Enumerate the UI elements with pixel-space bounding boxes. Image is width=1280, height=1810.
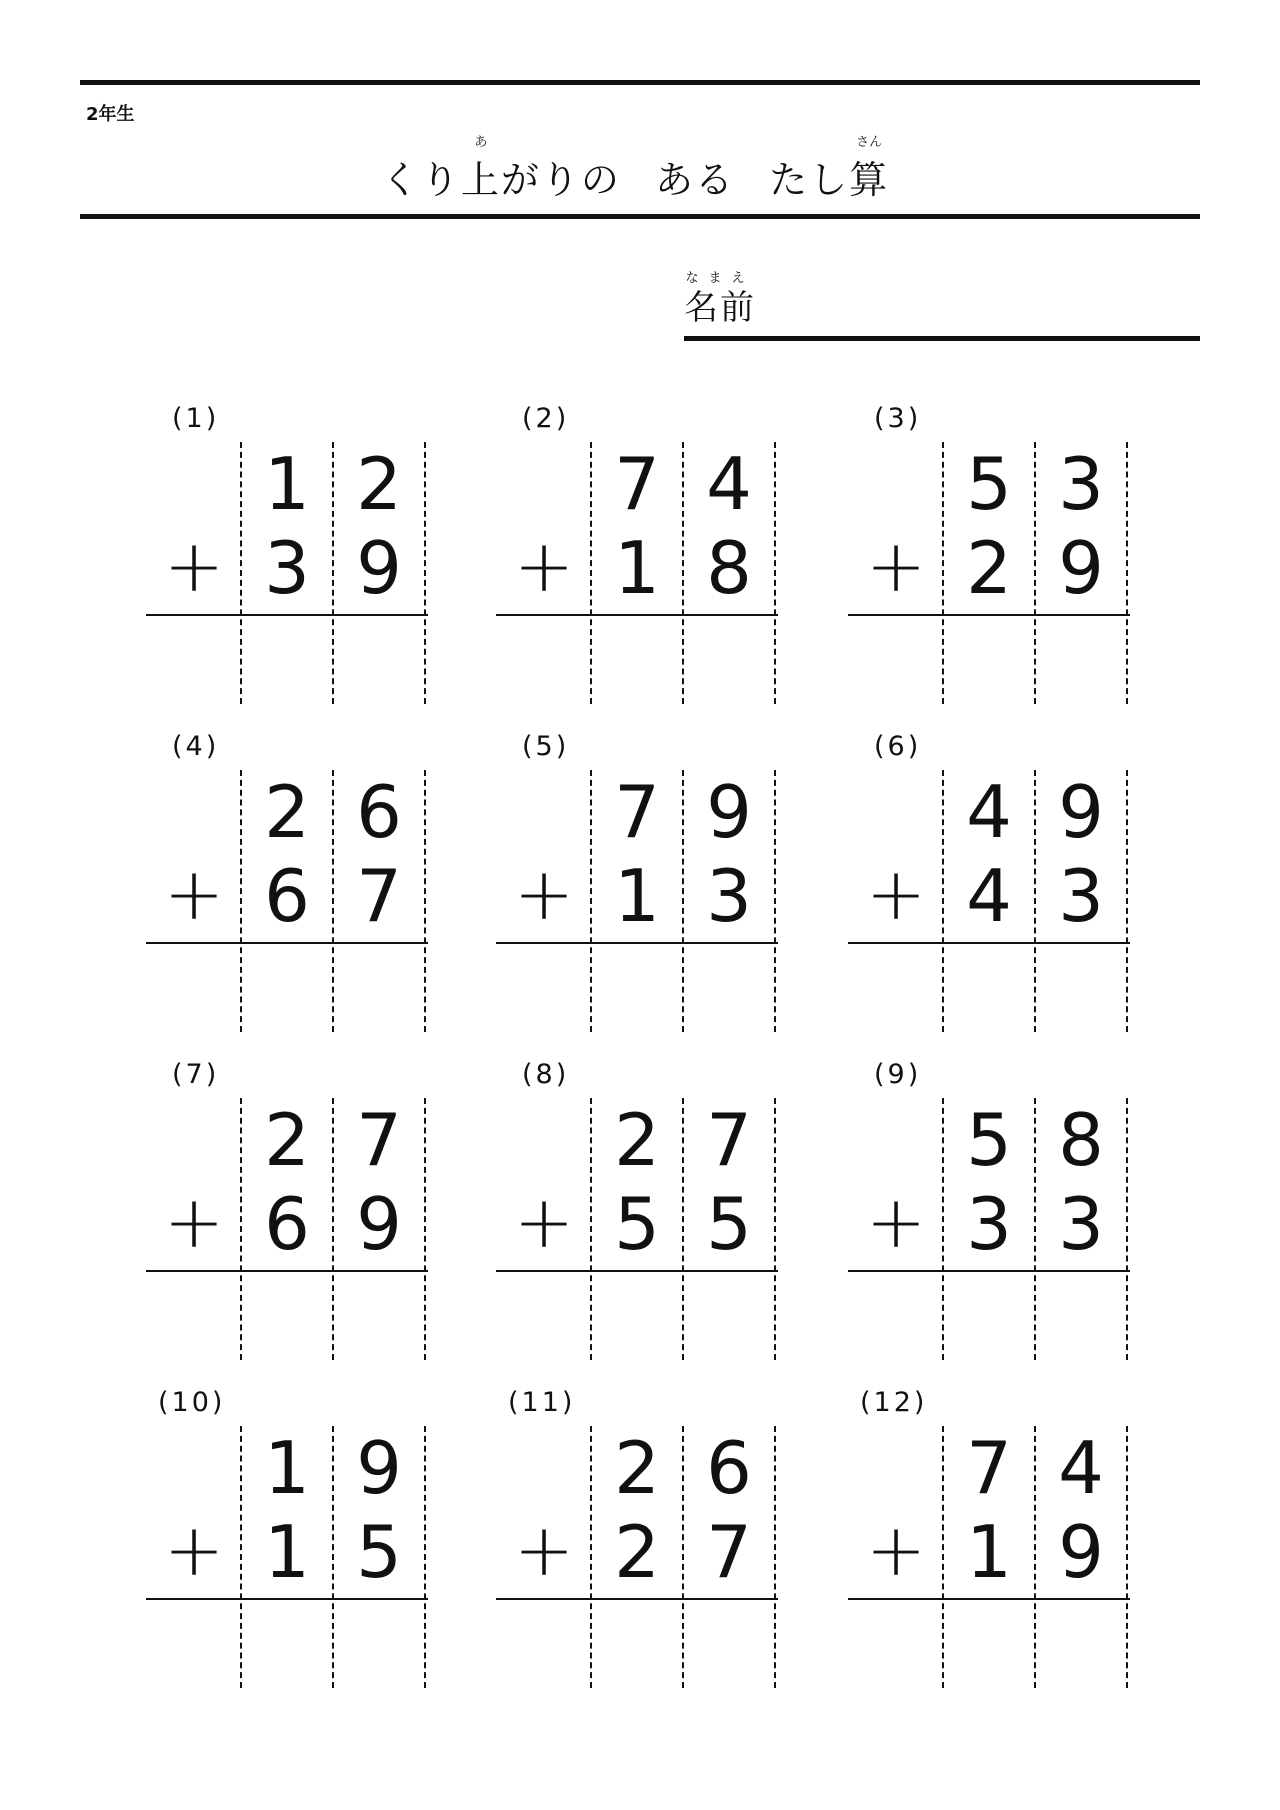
bottom-ones-digit: 5 [706,1182,752,1266]
plus-sign: + [163,1180,225,1264]
answer-ones-cell[interactable] [684,618,772,702]
answer-ones-cell[interactable] [1036,618,1124,702]
problem-2 [496,404,796,704]
title-ruby-char-1: あ 上 [460,135,501,202]
top-ones-digit: 2 [356,442,402,526]
answer-ones-cell[interactable] [334,1274,422,1358]
problem-10 [146,1388,446,1688]
title-word-3-pre: たし [769,158,850,202]
top-tens-digit: 1 [264,1426,310,1510]
answer-tens-cell[interactable] [242,1602,330,1686]
problem-number: (10) [158,1387,226,1418]
answer-tens-cell[interactable] [944,946,1032,1030]
problem-7 [146,1060,446,1360]
answer-line [848,1598,1130,1600]
top-tens-digit: 7 [614,770,660,854]
plus-sign: + [865,524,927,608]
answer-line [496,1270,778,1272]
plus-sign: + [513,852,575,936]
problem-number: (9) [874,1059,922,1090]
answer-ones-cell[interactable] [1036,1602,1124,1686]
answer-line [848,942,1130,944]
bottom-ones-digit: 9 [1058,1510,1104,1594]
bottom-tens-digit: 6 [264,1182,310,1266]
grade-label: 2年生 [86,104,135,125]
top-ones-digit: 6 [706,1426,752,1510]
top-tens-digit: 2 [614,1098,660,1182]
bottom-ones-digit: 9 [1058,526,1104,610]
answer-ones-cell[interactable] [1036,946,1124,1030]
bottom-tens-digit: 1 [614,526,660,610]
answer-line [146,614,428,616]
bottom-ones-digit: 3 [1058,1182,1104,1266]
top-ones-digit: 9 [706,770,752,854]
problem-6 [848,732,1148,1032]
title-rule [80,214,1200,219]
bottom-tens-digit: 1 [966,1510,1012,1594]
problem-8 [496,1060,796,1360]
answer-tens-cell[interactable] [242,946,330,1030]
bottom-ones-digit: 9 [356,526,402,610]
answer-ones-cell[interactable] [684,1602,772,1686]
worksheet-title [0,135,1280,210]
top-ones-digit: 8 [1058,1098,1104,1182]
answer-line [848,614,1130,616]
bottom-tens-digit: 1 [614,854,660,938]
bottom-tens-digit: 2 [614,1510,660,1594]
problem-number: (1) [172,403,220,434]
problem-number: (3) [874,403,922,434]
bottom-ones-digit: 8 [706,526,752,610]
top-ones-digit: 7 [356,1098,402,1182]
answer-ones-cell[interactable] [334,618,422,702]
answer-line [496,1598,778,1600]
top-tens-digit: 5 [966,442,1012,526]
problem-number: (8) [522,1059,570,1090]
answer-ones-cell[interactable] [334,946,422,1030]
answer-line [146,1598,428,1600]
bottom-ones-digit: 7 [706,1510,752,1594]
answer-tens-cell[interactable] [242,618,330,702]
problem-4 [146,732,446,1032]
top-ones-digit: 4 [1058,1426,1104,1510]
top-tens-digit: 1 [264,442,310,526]
plus-sign: + [163,1508,225,1592]
top-tens-digit: 4 [966,770,1012,854]
bottom-ones-digit: 3 [1058,854,1104,938]
problem-number: (5) [522,731,570,762]
answer-tens-cell[interactable] [592,618,680,702]
answer-line [146,942,428,944]
plus-sign: + [163,524,225,608]
bottom-ones-digit: 7 [356,854,402,938]
problem-number: (4) [172,731,220,762]
plus-sign: + [865,1508,927,1592]
top-tens-digit: 7 [614,442,660,526]
problem-3 [848,404,1148,704]
top-tens-digit: 2 [264,770,310,854]
plus-sign: + [513,1508,575,1592]
top-ones-digit: 6 [356,770,402,854]
title-ruby-3: さん [856,135,883,150]
bottom-ones-digit: 5 [356,1510,402,1594]
title-word-2: ある [655,158,736,202]
problem-number: (2) [522,403,570,434]
title-word-1-pre: くり [380,158,461,202]
top-tens-digit: 7 [966,1426,1012,1510]
plus-sign: + [513,1180,575,1264]
answer-ones-cell[interactable] [684,946,772,1030]
problem-number: (6) [874,731,922,762]
answer-line [848,1270,1130,1272]
top-tens-digit: 5 [966,1098,1012,1182]
plus-sign: + [865,852,927,936]
problem-9 [848,1060,1148,1360]
answer-tens-cell[interactable] [944,618,1032,702]
plus-sign: + [865,1180,927,1264]
bottom-tens-digit: 4 [966,854,1012,938]
answer-ones-cell[interactable] [684,1274,772,1358]
bottom-tens-digit: 2 [966,526,1012,610]
problem-12 [848,1388,1148,1688]
bottom-ones-digit: 3 [706,854,752,938]
top-tens-digit: 2 [614,1426,660,1510]
title-ruby-char-3: さん 算 [849,135,890,202]
problem-number: (12) [860,1387,928,1418]
top-ones-digit: 9 [1058,770,1104,854]
answer-tens-cell[interactable] [944,1602,1032,1686]
bottom-tens-digit: 3 [966,1182,1012,1266]
answer-ones-cell[interactable] [1036,1274,1124,1358]
top-tens-digit: 2 [264,1098,310,1182]
bottom-ones-digit: 9 [356,1182,402,1266]
problem-5 [496,732,796,1032]
answer-line [496,942,778,944]
answer-tens-cell[interactable] [592,946,680,1030]
top-ones-digit: 7 [706,1098,752,1182]
answer-ones-cell[interactable] [334,1602,422,1686]
answer-tens-cell[interactable] [242,1274,330,1358]
answer-tens-cell[interactable] [592,1274,680,1358]
answer-line [146,1270,428,1272]
problem-11 [496,1388,796,1688]
title-word-1-post: がりの [500,158,621,202]
bottom-tens-digit: 5 [614,1182,660,1266]
top-ones-digit: 9 [356,1426,402,1510]
name-label: なまえ 名前 [684,271,756,328]
title-ruby-1: あ [474,135,488,150]
top-ones-digit: 3 [1058,442,1104,526]
top-rule [80,80,1200,85]
title-word-1 [380,135,621,210]
problem-1 [146,404,446,704]
bottom-tens-digit: 6 [264,854,310,938]
answer-line [496,614,778,616]
answer-tens-cell[interactable] [592,1602,680,1686]
problem-number: (11) [508,1387,576,1418]
name-field[interactable] [684,271,756,330]
problem-number: (7) [172,1059,220,1090]
plus-sign: + [513,524,575,608]
name-ruby: なまえ [685,271,755,286]
top-ones-digit: 4 [706,442,752,526]
bottom-tens-digit: 3 [264,526,310,610]
plus-sign: + [163,852,225,936]
title-word-3 [769,135,890,210]
answer-tens-cell[interactable] [944,1274,1032,1358]
name-underline [684,336,1200,341]
bottom-tens-digit: 1 [264,1510,310,1594]
